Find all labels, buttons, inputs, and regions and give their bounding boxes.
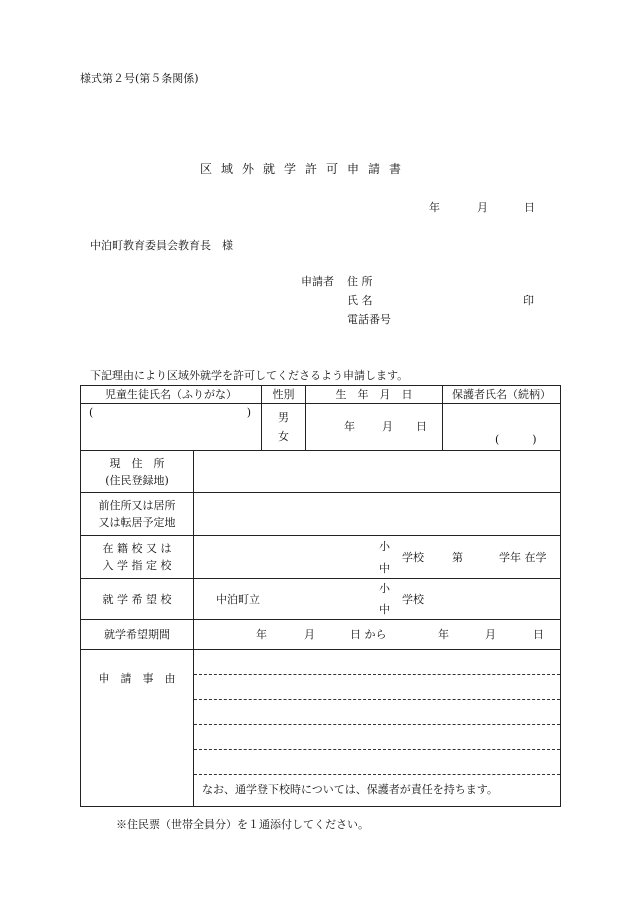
period-day-from: 日 から [350,628,387,641]
birth-day-label: 日 [416,420,427,433]
guardian-cell[interactable] [443,404,561,451]
period-field[interactable] [194,620,561,650]
previous-address-field[interactable] [194,493,561,536]
applicant-label: 申請者 [301,275,334,288]
birth-year-label: 年 [344,420,355,433]
applicant-address-label: 住 所 [347,275,373,288]
applicant-name-label: 氏 名 [347,294,373,307]
applicant-phone-label: 電話番号 [347,313,391,326]
reason-line-5[interactable] [194,750,560,775]
reason-line-3[interactable] [194,700,560,725]
previous-address-label-2: 又は転居予定地 [98,516,176,529]
enrolled-junior-high[interactable]: 中 [379,562,390,575]
header-gender: 性別 [262,386,306,404]
enrolled-school-row [81,536,561,579]
desired-school-label: 就 学 希 望 校 [81,579,194,620]
header-child-name: 児童生徒氏名（ふりがな） [81,386,262,404]
footnote: ※住民票（世帯全員分）を１通添付してください。 [116,818,369,831]
document-title: 区域外就学許可申請書 [200,162,411,176]
child-info-row [81,404,561,451]
desired-school-suffix: 学校 [402,593,424,606]
period-row [81,620,561,650]
enrolled-school-suffix: 学校 [402,551,424,564]
period-year-2: 年 [438,628,449,641]
date-year-label: 年 [429,201,440,214]
guardian-relation-paren: ( ) [495,433,537,446]
current-address-sublabel: (住民登録地) [105,473,169,487]
reason-row [81,650,561,807]
period-month-2: 月 [485,628,496,641]
enrolled-school-label-1: 在 籍 校 又 は [102,542,172,555]
intro-text: 下記理由により区域外就学を許可してくださるよう申請します。 [90,369,409,382]
period-year-1: 年 [256,628,267,641]
desired-junior-high[interactable]: 中 [379,603,390,616]
gender-female[interactable]: 女 [278,430,289,443]
period-day-2: 日 [533,628,544,641]
enrolled-elementary[interactable]: 小 [379,540,390,553]
current-address-row [81,451,561,493]
child-name-cell[interactable] [81,404,262,451]
reason-label: 申 請 事 由 [81,650,194,807]
date-month-label: 月 [477,201,488,214]
reason-note: なお、通学登下校時については、保護者が責任を持ちます。 [202,783,498,796]
town-prefix: 中泊町立 [216,593,260,606]
reason-field[interactable] [194,650,561,807]
current-address-label-cell [81,451,194,493]
enrolled-school-label-2: 入 学 指 定 校 [102,559,172,572]
grade-suffix: 学年 在学 [499,551,547,564]
addressee: 中泊町教育委員会教育長 様 [90,239,233,252]
previous-address-label-1: 前住所又は居所 [98,499,176,512]
enrolled-school-label-cell [81,536,194,579]
current-address-label: 現 住 所 [109,456,165,470]
desired-school-row [81,579,561,620]
period-month-1: 月 [304,628,315,641]
header-birthdate: 生 年 月 日 [306,386,443,404]
reason-line-2[interactable] [194,675,560,700]
header-guardian: 保護者氏名（続柄） [443,386,561,404]
period-label: 就学希望期間 [81,620,194,650]
birthdate-cell[interactable] [306,404,443,451]
child-name-close-paren: ) [246,406,251,419]
reason-line-4[interactable] [194,725,560,750]
table-header-row [81,386,561,404]
grade-prefix: 第 [452,551,463,564]
reason-line-1[interactable] [194,650,560,675]
birth-month-label: 月 [382,420,393,433]
desired-elementary[interactable]: 小 [379,582,390,595]
seal-mark: 印 [523,294,534,307]
child-name-open-paren: ( [89,406,94,419]
gender-male[interactable]: 男 [278,411,289,424]
gender-cell[interactable] [262,404,306,451]
current-address-field[interactable] [194,451,561,493]
application-table [80,385,561,807]
date-day-label: 日 [524,201,535,214]
previous-address-label-cell [81,493,194,536]
desired-school-field[interactable] [194,579,561,620]
enrolled-school-field[interactable] [194,536,561,579]
form-number: 様式第２号(第５条関係) [80,72,199,85]
previous-address-row [81,493,561,536]
